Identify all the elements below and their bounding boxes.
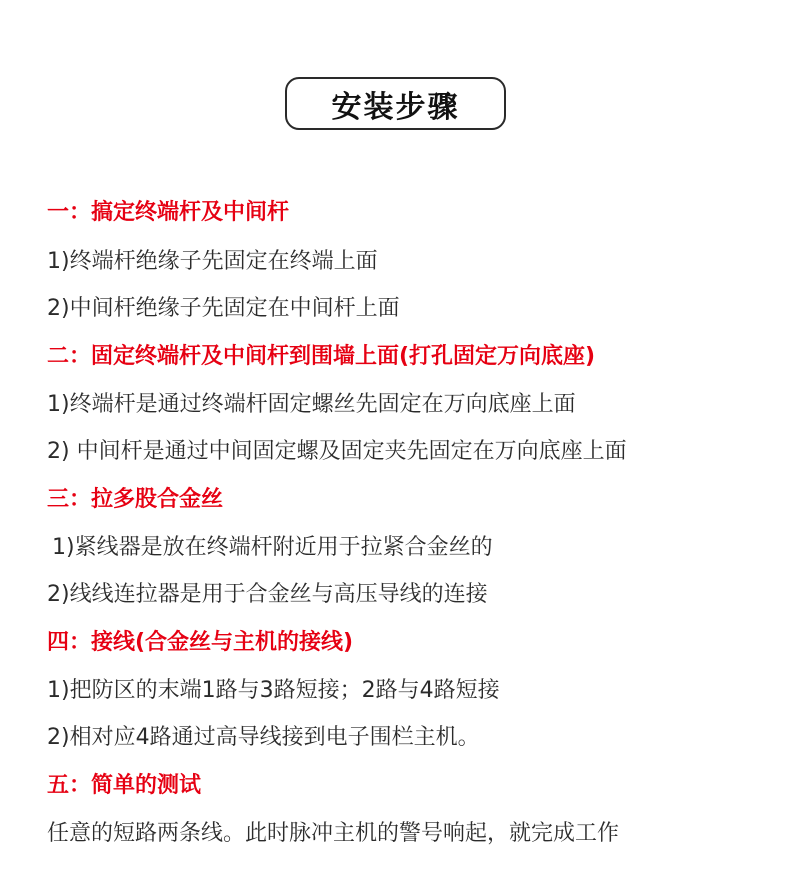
section-4-heading: 四：接线(合金丝与主机的接线)	[47, 630, 354, 655]
section-1-item-1: 1)终端杆绝缘子先固定在终端上面	[47, 249, 378, 274]
section-2-heading: 二：固定终端杆及中间杆到围墙上面(打孔固定万向底座)	[47, 344, 596, 369]
section-3-item-1: 1)紧线器是放在终端杆附近用于拉紧合金丝的	[52, 535, 493, 560]
section-1-heading: 一：搞定终端杆及中间杆	[47, 200, 290, 225]
section-5-item-1: 任意的短路两条线。此时脉冲主机的警号响起，就完成工作	[47, 821, 620, 846]
section-3-heading: 三：拉多股合金丝	[47, 487, 224, 512]
section-2-item-2: 2) 中间杆是通过中间固定螺及固定夹先固定在万向底座上面	[47, 439, 627, 464]
section-4-item-2: 2)相对应4路通过高导线接到电子围栏主机。	[47, 725, 480, 750]
section-5-heading: 五：简单的测试	[47, 773, 202, 798]
section-2-item-1: 1)终端杆是通过终端杆固定螺丝先固定在万向底座上面	[47, 392, 576, 417]
page-title: 安装步骤	[331, 89, 460, 125]
section-3-item-2: 2)线线连拉器是用于合金丝与高压导线的连接	[47, 582, 488, 607]
title-box	[285, 77, 506, 130]
section-4-item-1: 1)把防区的末端1路与3路短接；2路与4路短接	[47, 678, 500, 703]
section-1-item-2: 2)中间杆绝缘子先固定在中间杆上面	[47, 296, 400, 321]
